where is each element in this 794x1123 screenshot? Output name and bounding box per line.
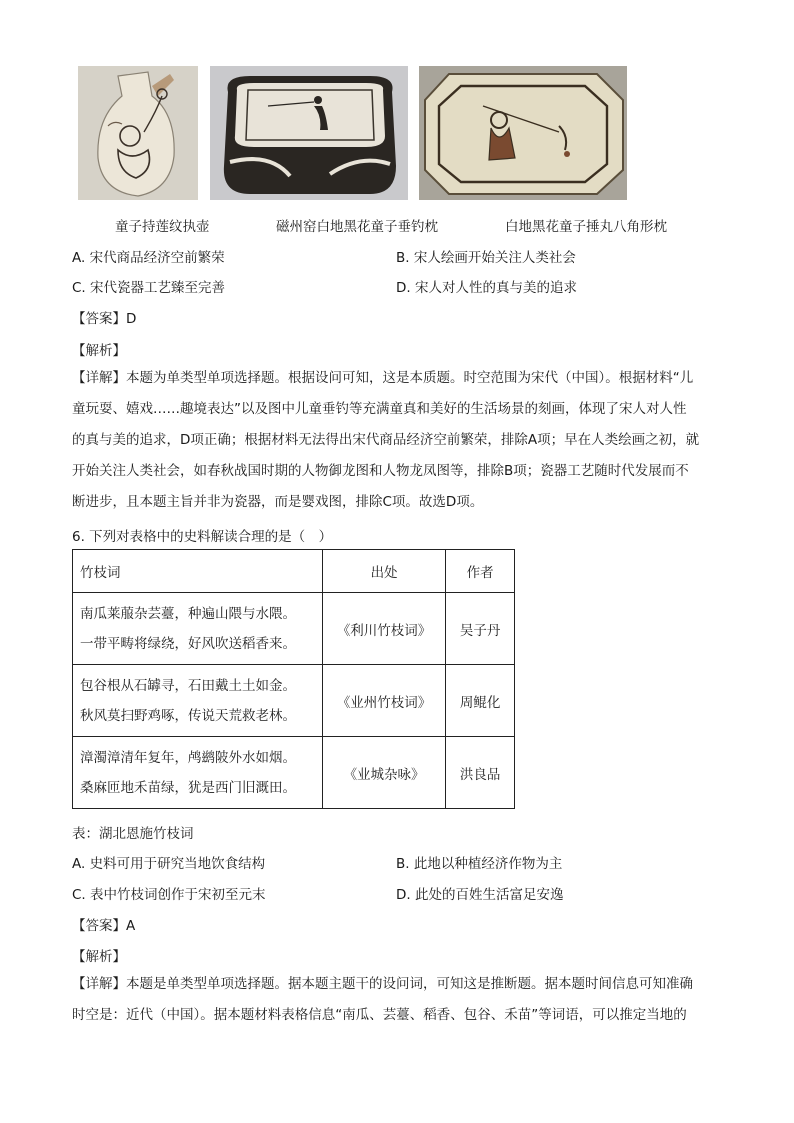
table-row bbox=[73, 593, 515, 665]
q6-analysis-tag: 【解析】 bbox=[72, 949, 126, 965]
q5-detail-line: 【详解】本题为单类型单项选择题。根据设问可知，这是本质题。时空范围为宋代（中国）。根据材料“儿 bbox=[72, 370, 694, 386]
q5-detail bbox=[72, 363, 724, 518]
q6-stem: 6. 下列对表格中的史料解读合理的是（ ） bbox=[72, 529, 333, 545]
source-cell: 《业城杂咏》 bbox=[322, 737, 445, 809]
poem-cell bbox=[73, 665, 323, 737]
author-cell: 周鲲化 bbox=[446, 665, 515, 737]
q6-option-b: B. 此地以种植经济作物为主 bbox=[396, 856, 563, 872]
q5-option-d: D. 宋人对人性的真与美的追求 bbox=[396, 280, 577, 296]
poem-cell bbox=[73, 737, 323, 809]
poem-line: 一带平畴将绿绕，好风吹送稻香来。 bbox=[80, 635, 296, 652]
poem-line: 秋风莫扫野鸡啄，传说天荒救老林。 bbox=[80, 707, 296, 724]
octagon-pillow-image bbox=[419, 66, 627, 200]
q5-option-b: B. 宋人绘画开始关注人类社会 bbox=[396, 250, 576, 266]
q6-option-c: C. 表中竹枝词创作于宋初至元末 bbox=[72, 887, 266, 903]
header-author: 作者 bbox=[446, 550, 515, 593]
q6-detail-line: 时空是：近代（中国）。据本题材料表格信息“南瓜、芸薹、稻香、包谷、禾苗”等词语，可以推定当地的 bbox=[72, 1007, 687, 1023]
poem-line: 桑麻匝地禾苗绿，犹是西门旧溉田。 bbox=[80, 779, 296, 796]
q6-table-note: 表：湖北恩施竹枝词 bbox=[72, 826, 194, 842]
q5-detail-line: 开始关注人类社会，如春秋战国时期的人物御龙图和人物龙凤图等，排除B项；瓷器工艺随时代发展而不 bbox=[72, 463, 689, 479]
q5-detail-line: 的真与美的追求，D项正确；根据材料无法得出宋代商品经济空前繁荣，排除A项；早在人类绘画之初，就 bbox=[72, 432, 700, 448]
poem-cell bbox=[73, 593, 323, 665]
caption-lotus-jug: 童子持莲纹执壶 bbox=[115, 219, 210, 235]
caption-octagon-pillow: 白地黑花童子捶丸八角形枕 bbox=[505, 219, 667, 235]
source-cell: 《业州竹枝词》 bbox=[322, 665, 445, 737]
header-poem: 竹枝词 bbox=[73, 550, 323, 593]
q6-answer bbox=[72, 914, 135, 934]
table-row bbox=[73, 737, 515, 809]
caption-fishing-pillow: 磁州窑白地黑花童子垂钓枕 bbox=[276, 219, 438, 235]
lotus-jug-image bbox=[78, 66, 198, 200]
table-row bbox=[73, 665, 515, 737]
q5-option-c: C. 宋代瓷器工艺臻至完善 bbox=[72, 280, 226, 296]
q5-answer-tag: 【答案】 bbox=[72, 311, 126, 327]
fishing-pillow-image bbox=[210, 66, 408, 200]
q6-detail-line: 【详解】本题是单类型单项选择题。据本题主题干的设问词，可知这是推断题。据本题时间信息可知准确 bbox=[72, 976, 693, 992]
source-table bbox=[72, 549, 515, 809]
q5-detail-line: 童玩耍、嬉戏……趣境表达”以及图中儿童垂钓等充满童真和美好的生活场景的刻画，体现了宋人对人性 bbox=[72, 401, 687, 417]
q5-option-a: A. 宋代商品经济空前繁荣 bbox=[72, 250, 225, 266]
header-source: 出处 bbox=[322, 550, 445, 593]
author-cell: 洪良品 bbox=[446, 737, 515, 809]
q5-detail-line: 断进步，且本题主旨并非为瓷器，而是婴戏图，排除C项。故选D项。 bbox=[72, 494, 484, 510]
q6-answer-tag: 【答案】 bbox=[72, 918, 126, 934]
poem-line: 南瓜莱菔杂芸薹，种遍山隈与水隈。 bbox=[80, 605, 296, 622]
q6-detail bbox=[72, 969, 724, 1031]
poem-line: 漳濁漳清年复年，鸬鹚陂外水如烟。 bbox=[80, 749, 296, 766]
poem-line: 包谷根从石罅寻，石田戴土土如金。 bbox=[80, 677, 296, 694]
q6-option-d: D. 此处的百姓生活富足安逸 bbox=[396, 887, 564, 903]
q5-answer-value: D bbox=[126, 311, 137, 327]
q6-option-a: A. 史料可用于研究当地饮食结构 bbox=[72, 856, 266, 872]
source-cell: 《利川竹枝词》 bbox=[322, 593, 445, 665]
q5-analysis-tag: 【解析】 bbox=[72, 343, 126, 359]
q5-answer bbox=[72, 307, 136, 327]
q6-answer-value: A bbox=[126, 918, 136, 934]
author-cell: 吴子丹 bbox=[446, 593, 515, 665]
table-header-row bbox=[73, 550, 515, 593]
